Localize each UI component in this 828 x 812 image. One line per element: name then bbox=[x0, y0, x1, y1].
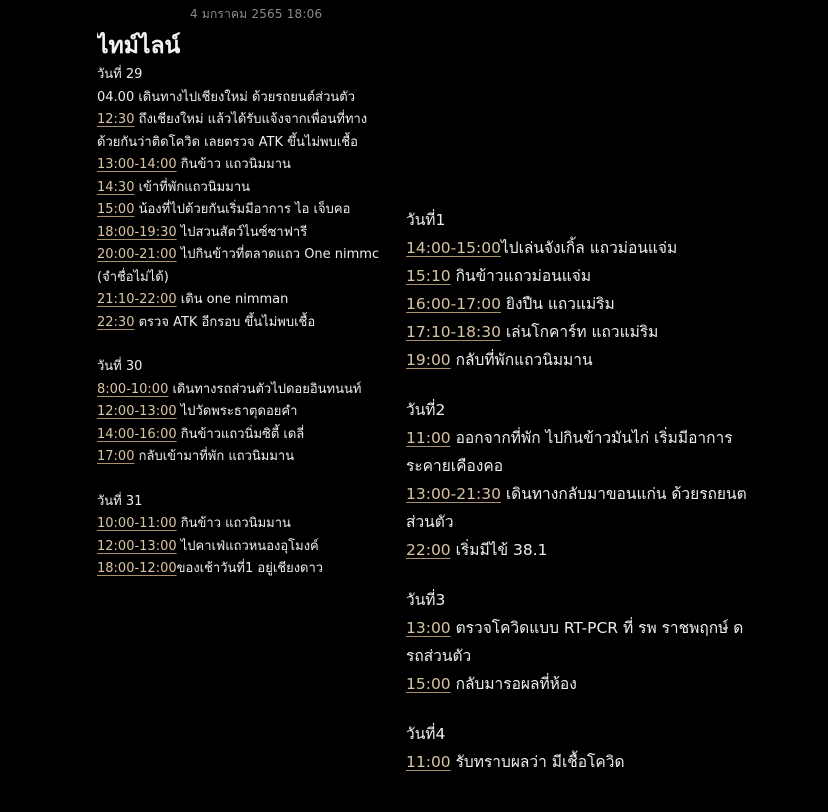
note-title: ไทม์ไลน์ bbox=[97, 33, 181, 59]
timeline-right-column bbox=[406, 206, 766, 776]
time-link[interactable]: 8:00-10:00 bbox=[97, 381, 169, 397]
timeline-entry bbox=[97, 222, 387, 245]
time-link[interactable]: 14:00-16:00 bbox=[97, 426, 177, 442]
entry-description: ตรวจ ATK อีกรอบ ขึ้นไม่พบเชื้อ bbox=[134, 314, 316, 330]
timeline-entry bbox=[406, 290, 766, 318]
entry-description: เดินทางกลับมาขอนแก่น ด้วยรถยนต bbox=[500, 485, 747, 503]
day-label: วันที่1 bbox=[406, 211, 446, 229]
entry-description: ส่วนตัว bbox=[406, 513, 454, 531]
timeline-entry bbox=[406, 346, 766, 374]
timeline-entry bbox=[97, 312, 387, 335]
entry-description: ถึงเชียงใหม่ แล้วได้รับแจ้งจากเพื่อนที่ทาง bbox=[134, 112, 368, 127]
timeline-entry bbox=[406, 480, 766, 508]
time-link[interactable]: 10:00-11:00 bbox=[97, 516, 177, 531]
time-link[interactable]: 15:00 bbox=[97, 202, 135, 217]
timeline-entry bbox=[97, 513, 387, 536]
timeline-entry bbox=[406, 642, 766, 670]
day-label: วันที่ 30 bbox=[97, 359, 143, 374]
time-link[interactable]: 18:00-12:00 bbox=[97, 561, 177, 576]
day-block bbox=[97, 491, 387, 581]
timeline-entry bbox=[97, 154, 387, 177]
timeline-entry bbox=[406, 670, 766, 698]
entry-description: ของเช้าวันที่1 อยู่เชียงดาว bbox=[176, 561, 324, 576]
day-block bbox=[406, 720, 766, 776]
timeline-left-column bbox=[97, 30, 387, 581]
right-day-list bbox=[406, 206, 766, 776]
time-link[interactable]: 11:00 bbox=[406, 429, 451, 447]
left-day-list bbox=[97, 64, 387, 581]
timeline-entry bbox=[97, 267, 387, 290]
entry-description: กลับที่พักแถวนิมมาน bbox=[450, 351, 593, 369]
timeline-entry bbox=[97, 379, 387, 402]
timeline-entry bbox=[97, 558, 387, 581]
day-block bbox=[406, 396, 766, 564]
entry-description: ไปวัดพระธาตุดอยคำ bbox=[176, 404, 298, 419]
time-link[interactable]: 11:00 bbox=[406, 753, 451, 771]
timeline-entry bbox=[406, 748, 766, 776]
entry-description: ด้วยกันว่าติดโควิด เลยตรวจ ATK ขึ้นไม่พบเชื้อ bbox=[97, 134, 358, 150]
time-link[interactable]: 16:00-17:00 bbox=[406, 295, 501, 313]
time-link[interactable]: 15:00 bbox=[406, 675, 451, 693]
time-link[interactable]: 13:00 bbox=[406, 619, 451, 637]
entry-description: ไปกินข้าวที่ตลาดแถว One nimmc bbox=[176, 247, 380, 262]
entry-description: กลับเข้ามาที่พัก แถวนิมมาน bbox=[134, 449, 295, 464]
day-block bbox=[97, 356, 387, 469]
entry-description: ไปสวนสัตว์ไนซ์ซาฟารี bbox=[176, 224, 308, 240]
entry-description: กลับมารอผลที่ห้อง bbox=[450, 675, 577, 693]
entry-description: กินข้าว แถวนิมมาน bbox=[176, 157, 291, 172]
time-link[interactable]: 21:10-22:00 bbox=[97, 292, 177, 307]
timeline-entry bbox=[97, 132, 387, 155]
entry-description: เข้าที่พักแถวนิมมาน bbox=[134, 179, 251, 195]
timeline-entry bbox=[97, 244, 387, 267]
time-link[interactable]: 18:00-19:30 bbox=[97, 224, 177, 240]
timeline-entry bbox=[406, 262, 766, 290]
entry-description: ระคายเคืองคอ bbox=[406, 457, 504, 475]
entry-description: รับทราบผลว่า มีเชื้อโควิด bbox=[450, 753, 625, 771]
timeline-entry bbox=[97, 424, 387, 447]
entry-description: 04.00 เดินทางไปเชียงใหม่ ด้วยรถยนต์ส่วนตัว bbox=[97, 89, 356, 105]
timeline-entry bbox=[97, 536, 387, 559]
entry-description: ไปเล่นจังเกิ้ล แถวม่อนแจ่ม bbox=[500, 239, 678, 257]
entry-description: กินข้าว แถวนิมมาน bbox=[176, 516, 291, 531]
timeline-entry bbox=[97, 289, 387, 312]
timeline-entry bbox=[97, 87, 387, 110]
time-link[interactable]: 12:00-13:00 bbox=[97, 538, 177, 554]
day-label: วันที่2 bbox=[406, 401, 446, 419]
time-link[interactable]: 12:30 bbox=[97, 112, 135, 127]
time-link[interactable]: 15:10 bbox=[406, 267, 451, 285]
time-link[interactable]: 14:30 bbox=[97, 179, 135, 195]
entry-description: ยิงปืน แถวแม่ริม bbox=[500, 295, 615, 313]
time-link[interactable]: 17:10-18:30 bbox=[406, 323, 501, 341]
time-link[interactable]: 19:00 bbox=[406, 351, 451, 369]
timeline-entry bbox=[97, 177, 387, 200]
time-link[interactable]: 12:00-13:00 bbox=[97, 404, 177, 419]
time-link[interactable]: 17:00 bbox=[97, 449, 135, 464]
time-link[interactable]: 14:00-15:00 bbox=[406, 239, 501, 257]
entry-description: กินข้าวแถวม่อนแจ่ม bbox=[450, 267, 592, 285]
entry-description: น้องที่ไปด้วยกันเริ่มมีอาการ ไอ เจ็บคอ bbox=[134, 202, 351, 217]
day-block bbox=[97, 64, 387, 334]
entry-description: เดิน one nimman bbox=[176, 292, 289, 307]
time-link[interactable]: 13:00-21:30 bbox=[406, 485, 501, 503]
timeline-entry bbox=[97, 199, 387, 222]
day-label: วันที่ 31 bbox=[97, 493, 143, 509]
entry-description: ตรวจโควิดแบบ RT-PCR ที่ รพ ราชพฤกษ์ ด bbox=[450, 619, 744, 637]
timeline-entry bbox=[97, 446, 387, 469]
entry-description: เล่นโกคาร์ท แถวแม่ริม bbox=[500, 323, 659, 341]
day-label: วันที่3 bbox=[406, 591, 446, 609]
time-link[interactable]: 22:30 bbox=[97, 314, 135, 330]
note-timestamp: 4 มกราคม 2565 18:06 bbox=[190, 7, 323, 21]
entry-description: ออกจากที่พัก ไปกินข้าวมันไก่ เริ่มมีอาการ bbox=[450, 429, 733, 447]
entry-description: (จำชื่อไม่ได้) bbox=[97, 269, 169, 285]
entry-description: รถส่วนตัว bbox=[406, 647, 472, 665]
timeline-entry bbox=[406, 318, 766, 346]
timeline-entry bbox=[97, 401, 387, 424]
day-label: วันที่4 bbox=[406, 725, 446, 743]
day-block bbox=[406, 206, 766, 374]
entry-description: เดินทางรถส่วนตัวไปดอยอินทนนท์ bbox=[168, 381, 362, 397]
timeline-entry bbox=[97, 109, 387, 132]
timeline-entry bbox=[406, 536, 766, 564]
entry-description: ไปคาเฟ่แถวหนองอุโมงค์ bbox=[176, 538, 319, 554]
day-block bbox=[406, 586, 766, 698]
timeline-entry bbox=[406, 424, 766, 452]
timeline-entry bbox=[406, 614, 766, 642]
time-link[interactable]: 22:00 bbox=[406, 541, 451, 559]
timeline-entry bbox=[406, 508, 766, 536]
entry-description: กินข้าวแถวนิ่มซิตี้ เดลี่ bbox=[176, 426, 305, 442]
time-link[interactable]: 20:00-21:00 bbox=[97, 247, 177, 262]
day-label: วันที่ 29 bbox=[97, 67, 143, 82]
entry-description: เริ่มมีไข้ 38.1 bbox=[450, 541, 548, 559]
time-link[interactable]: 13:00-14:00 bbox=[97, 157, 177, 172]
timeline-entry bbox=[406, 234, 766, 262]
timeline-entry bbox=[406, 452, 766, 480]
